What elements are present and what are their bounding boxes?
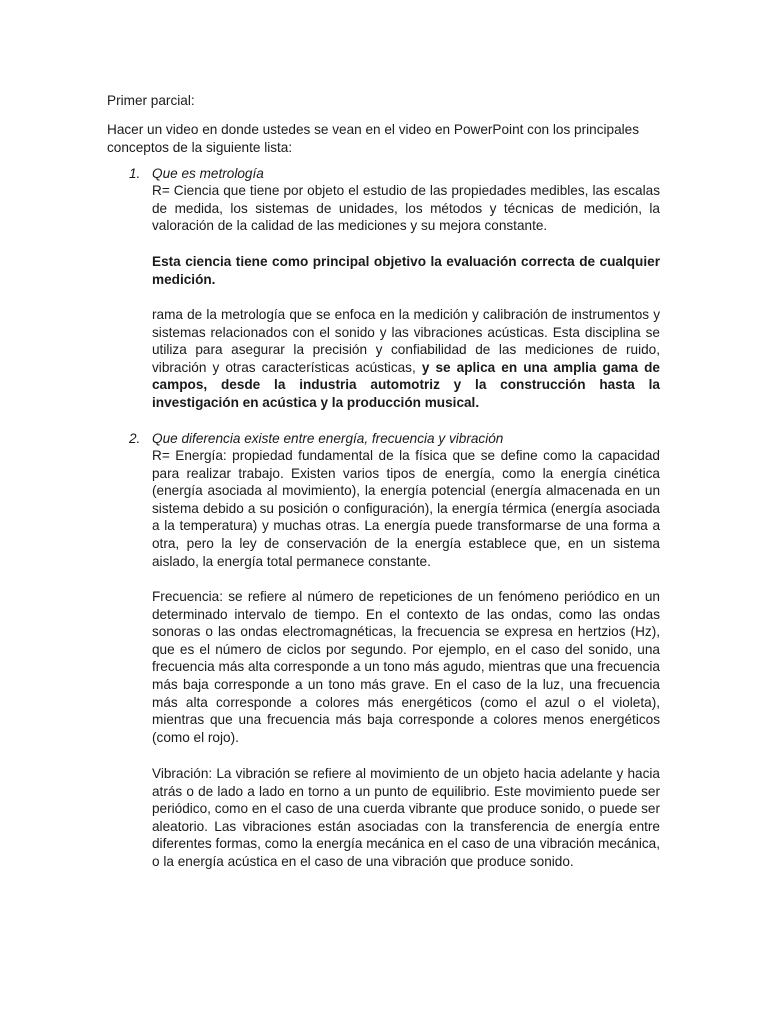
question-heading-2: Que diferencia existe entre energía, frecuencia y vibración: [152, 431, 504, 446]
question-heading-1: Que es metrología: [152, 166, 264, 181]
intro-paragraph: Hacer un video en donde ustedes se vean en el video en PowerPoint con los principales conceptos de la siguiente lista:: [107, 122, 640, 155]
answer-2-vibration: Vibración: La vibración se refiere al movimiento de un objeto hacia adelante y hacia atrás o de lado a lado en torno a un punto de equilibrio. Este movimiento puede ser periódico, como en el caso de una cuerda vibrante que produce sonido, o puede ser aleatorio. Las vibraciones están asociadas con la transferencia de energía entre diferentes formas, como la energía mecánica en el caso de una vibración mecánica, o la energía acústica en el caso de una vibración que produce sonido.: [152, 766, 660, 869]
answer-2-frequency: Frecuencia: se refiere al número de repeticiones de un fenómeno periódico en un determinado intervalo de tiempo. En el contexto de las ondas, como las ondas sonoras o las ondas electromagnéticas, la frecuencia se expresa en hertzios (Hz), que es el número de ciclos por segundo. Por ejemplo, en el caso del sonido, una frecuencia más alta corresponde a un tono más agudo, mientras que una frecuencia más baja corresponde a un tono más grave. En el caso de la luz, una frecuencia más alta corresponde a colores más energéticos (como el azul o el violeta), mientras que una frecuencia más baja corresponde a colores menos energéticos (como el rojo).: [152, 589, 660, 745]
document-title: Primer parcial:: [107, 93, 195, 108]
acoustic-metrology-text: rama de la metrología que se enfoca en la medición y calibración de instrumentos y sistemas relacionados con el sonido y las vibraciones acústicas. Esta disciplina se utiliza para asegurar la precisión y confiabilidad de las mediciones de ruido, vibración y otras características acústicas,: [152, 307, 660, 375]
answer-1-definition: R= Ciencia que tiene por objeto el estudio de las propiedades medibles, las escalas de medida, los sistemas de unidades, los métodos y técnicas de medición, la valoración de la calidad de las mediciones y su mejora constante.: [152, 183, 660, 234]
answer-2-energy: R= Energía: propiedad fundamental de la física que se define como la capacidad para realizar trabajo. Existen varios tipos de energía, como la energía cinética (energía asociada al movimiento), la energía potencial (energía almacenada en un sistema debido a su posición o configuración), la energía térmica (energía asociada a la temperatura) y muchas otras. La energía puede transformarse de una forma a otra, pero la ley de conservación de la energía establece que, en un sistema aislado, la energía total permanece constante.: [152, 448, 660, 569]
answer-1-acoustic-metrology: [152, 306, 660, 412]
list-number-1: 1.: [129, 166, 141, 181]
acoustic-metrology-bold-text: y se aplica en una amplia gama de campos, desde la industria automotriz y la construcción hasta la investigación en acústica y la producción musical.: [152, 359, 660, 410]
answer-1-objective: Esta ciencia tiene como principal objetivo la evaluación correcta de cualquier medición.: [152, 254, 660, 287]
list-number-2: 2.: [129, 431, 141, 446]
